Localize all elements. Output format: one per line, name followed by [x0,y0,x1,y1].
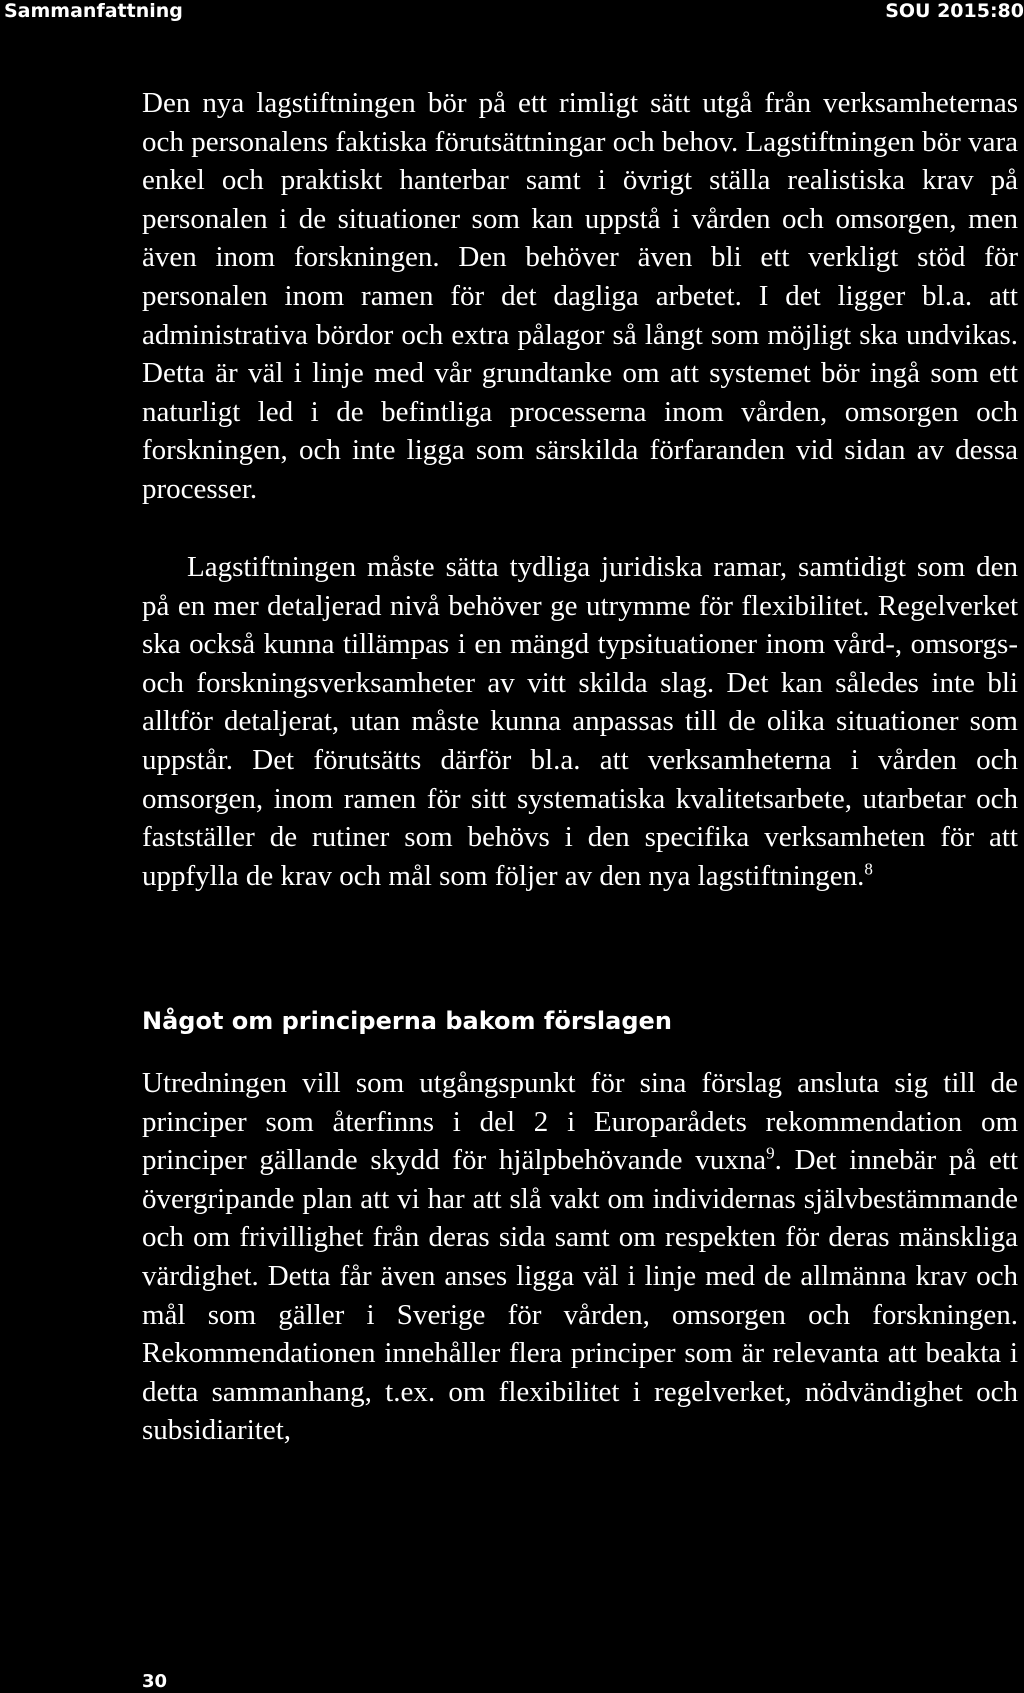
body-paragraph-2-text: Lagstiftningen måste sätta tydliga juridiska ramar, samtidigt som den på en mer detaljerad nivå behöver ge utrymme för flexibilitet. Regelverket ska också kunna tillämpas i en mängd typsituationer inom vård-, omsorgs- och forskningsverksamheter av vitt skilda slag. Det kan således inte bli alltför detaljerat, utan måste kunna anpassas till de olika situationer som uppstår. Det förutsätts därför bl.a. att verksamheterna i vården och omsorgen, inom ramen för sitt systematiska kvalitetsarbete, utarbetar och fastställer de rutiner som behövs i den specifika verksamheten för att uppfylla de krav och mål som följer av den nya lagstiftningen. [142,551,1018,892]
page-number: 30 [142,1671,168,1692]
body-paragraph-3-part-1: Utredningen vill som utgångspunkt för sina förslag ansluta sig till de principer som återfinns i del 2 i Europarådets rekommendation om principer gällande skydd för hjälpbehövande vuxna [142,1067,1018,1177]
body-paragraph-3 [142,1064,1018,1450]
running-header-report-id: SOU 2015:80 [885,0,1024,22]
running-header-section-title: Sammanfattning [4,0,183,22]
footnote-marker-9: 9 [766,1143,775,1163]
running-header [0,0,1024,30]
footnote-marker-8: 8 [864,859,873,879]
body-paragraph-1: Den nya lagstiftningen bör på ett rimligt sätt utgå från verksamheternas och personalens faktiska förutsättningar och behov. Lagstiftningen bör vara enkel och praktiskt hanterbar samt i övrigt ställa realistiska krav på personalen i de situationer som kan uppstå i vården och omsorgen, men även inom forskningen. Den behöver även bli ett verkligt stöd för personalen inom ramen för det dagliga arbetet. I det ligger bl.a. att administrativa bördor och extra pålagor så långt som möjligt ska undvikas. Detta är väl i linje med vår grundtanke om att systemet bör ingå som ett naturligt led i de befintliga processerna inom vården, omsorgen och forskningen, och inte ligga som särskilda förfaranden vid sidan av dessa processer. [142,87,1018,505]
section-heading: Något om principerna bakom förslagen [142,1007,672,1035]
body-paragraph-2 [142,548,1018,895]
body-paragraph-3-part-2: . Det innebär på ett övergripande plan att vi har att slå vakt om individernas självbestämmande och om frivillighet från deras sida samt om respekten för deras mänskliga värdighet. Detta får även anses ligga väl i linje med de allmänna krav och mål som gäller i Sverige för vården, omsorgen och forskningen. Rekommendationen innehåller flera principer som är relevanta att beakta i detta sammanhang, t.ex. om flexibilitet i regelverket, nödvändighet och subsidiaritet, [142,1144,1019,1447]
